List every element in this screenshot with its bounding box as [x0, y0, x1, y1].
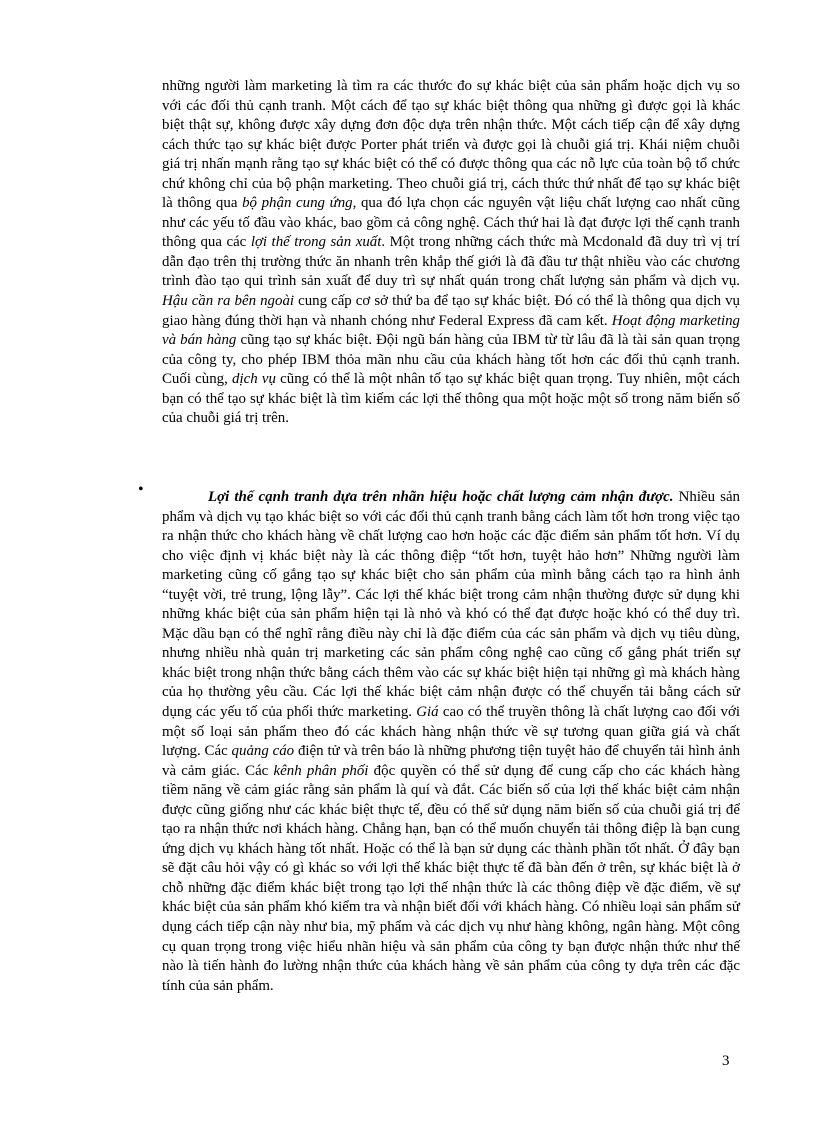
text-run: cũng có thể là một nhân tố tạo sự khác biệt quan trọng. Tuy nhiên, một cách bạn có thể tạo sự khác biệt là tìm kiếm các lợi thế thông qua một hoặc một số trong năm biến số của chuỗi giá trị trên. [162, 371, 740, 427]
text-run: cung cấp cơ sở thứ ba để tạo sự khác biệt. Đó có thể là thông qua dịch vụ giao hàng đúng thời hạn và nhanh chóng như Federal Express đã cam kết. [162, 293, 740, 329]
bullet-heading: Lợi thế cạnh tranh dựa trên nhãn hiệu hoặc chất lượng cảm nhận được. [208, 489, 674, 505]
italic-term-marketing-sales: Hoạt động marketing và bán hàng [162, 312, 740, 349]
italic-term-supply: bộ phận cung ứng [242, 195, 353, 212]
italic-term-distribution: kênh phân phối [273, 762, 369, 779]
text-run: điện tử và trên báo là những phương tiện tuyệt hảo để chuyển tải hình ảnh và cảm giác. Các [162, 743, 741, 779]
text-run: những người làm marketing là tìm ra các thước đo sự khác biệt của sản phẩm hoặc dịch vụ so với các đối thủ cạnh tranh. Một cách để tạo sự khác biệt thông qua những gì được gọi là khác biệt thật sự, không được xây dựng đơn độc dựa trên nhận thức. Một cách tiếp cận để xây dựng cách thức tạo sự khác biệt được Porter phát triển và được gọi là chuỗi giá trị. Khái niệm chuỗi giá trị nhấn mạnh rằng tạo sự khác biệt có thể có được thông qua các nỗ lực của toàn bộ tổ chức chứ không chỉ của bộ phận marketing. Theo chuỗi giá trị, cách thức thứ nhất để tạo sự khác biệt là thông qua [162, 78, 740, 212]
text-run: , qua đó lựa chọn các nguyên vật liệu chất lượng cao nhất cũng như các yếu tố đầu vào khác, bao gồm cả công nghệ. Cách thứ hai là đạt được lợi thế cạnh tranh thông qua các [162, 195, 740, 251]
page-number: 3 [722, 1053, 730, 1069]
bullet-marker: • [138, 481, 144, 498]
paragraph-value-chain [162, 77, 740, 429]
italic-term-logistics: Hậu cần ra bên ngoài [162, 293, 295, 310]
italic-term-service: dịch vụ [232, 371, 276, 388]
text-run: cao có thể truyền thông là chất lượng cao đối với một số loại sản phẩm theo đó các khách hàng nhận thức về sự tương quan giữa giá và chất lượng. Các [162, 704, 740, 760]
italic-term-price: Giá [416, 704, 439, 721]
italic-term-production: lợi thế trong sản xuất [250, 234, 382, 251]
text-run: . Một trong những cách thức mà Mcdonald đã duy trì vị trí dẫn đạo trên thị trường thức ăn nhanh trên khắp thế giới là đã đầu tư thật nhiều vào các chương trình đào tạo qui trình sản xuất để duy trì sự nhất quán trong chất lượng sản phẩm và dịch vụ. [162, 234, 740, 290]
text-run: độc quyền có thể sử dụng để cung cấp cho các khách hàng tiềm năng về cảm giác rằng sản phẩm là quí và đắt. Các biến số của lợi thế khác biệt cảm nhận được cũng giống như các khác biệt thực tế, đều có thể sử dụng năm biến số của chuỗi giá trị để tạo ra nhận thức nơi khách hàng. Chẳng hạn, bạn có thể muốn chuyển tải thông điệp là bạn cung ứng dịch vụ khách hàng tốt nhất. Hoặc có thể là bạn sử dụng các thành phần tốt nhất. Ở đây bạn sẽ đặt câu hỏi vậy có gì khác so với lợi thế khác biệt thực tế đã bàn đến ở trên, sự khác biệt là ở chỗ những đặc điểm khác biệt trong tạo lợi thế nhận thức là các thông điệp về đặc điểm, về sự khác biệt của sản phẩm khó kiểm tra và nhận biết đối với khách hàng. Có nhiều loại sản phẩm sử dụng cách tiếp cận này như bia, mỹ phẩm và các dịch vụ như hàng không, ngân hàng. Một công cụ quan trọng trong việc hiểu nhãn hiệu và sản phẩm của công ty bạn được nhận thức như thế nào là tiến hành đo lường nhận thức của khách hàng về sản phẩm của công ty dựa trên các đặc tính của sản phẩm. [162, 762, 740, 994]
text-run: Nhiều sản phẩm và dịch vụ tạo khác biệt so với các đối thủ cạnh tranh bằng cách làm tốt hơn trong việc tạo ra nhận thức cho khách hàng về chất lượng cao hơn hoặc các đặc điểm sản phẩm tốt hơn. Ví dụ cho việc định vị khác biệt này là các thông điệp “tốt hơn, tuyệt hảo hơn” Những người làm marketing cũng cố gắng tạo sự khác biệt cho sản phẩm của mình bằng cách tạo ra hình ảnh “tuyệt vời, trẻ trung, lộng lẫy”. Các lợi thế khác biệt trong cảm nhận thường được sử dụng khi những khác biệt của sản phẩm hiện tại là nhỏ và khó có thể đạt được hoặc khó có thể duy trì. Mặc dầu bạn có thể nghĩ rằng điều này chỉ là đặc điểm của các sản phẩm và dịch vụ tiêu dùng, nhưng nhiều nhà quản trị marketing các sản phẩm công nghệ cao cũng cố gắng phát triển sự khác biệt trong nhận thức bằng cách thêm vào các sự khác biệt hiện tại những gì mà khách hàng của họ thường yêu cầu. Các lợi thế khác biệt cảm nhận được có thể chuyển tải bằng cách sử dụng các yếu tố của phối thức marketing. [162, 489, 740, 721]
text-run: cũng tạo sự khác biệt. Đội ngũ bán hàng của IBM từ từ lâu đã là tài sản quan trọng của công ty, cho phép IBM thỏa mãn nhu cầu của khách hàng tốt hơn các đối thủ cạnh tranh. Cuối cùng, [162, 332, 740, 388]
italic-term-advertising: quảng cáo [231, 743, 295, 760]
paragraph-perceived-advantage [162, 488, 740, 996]
